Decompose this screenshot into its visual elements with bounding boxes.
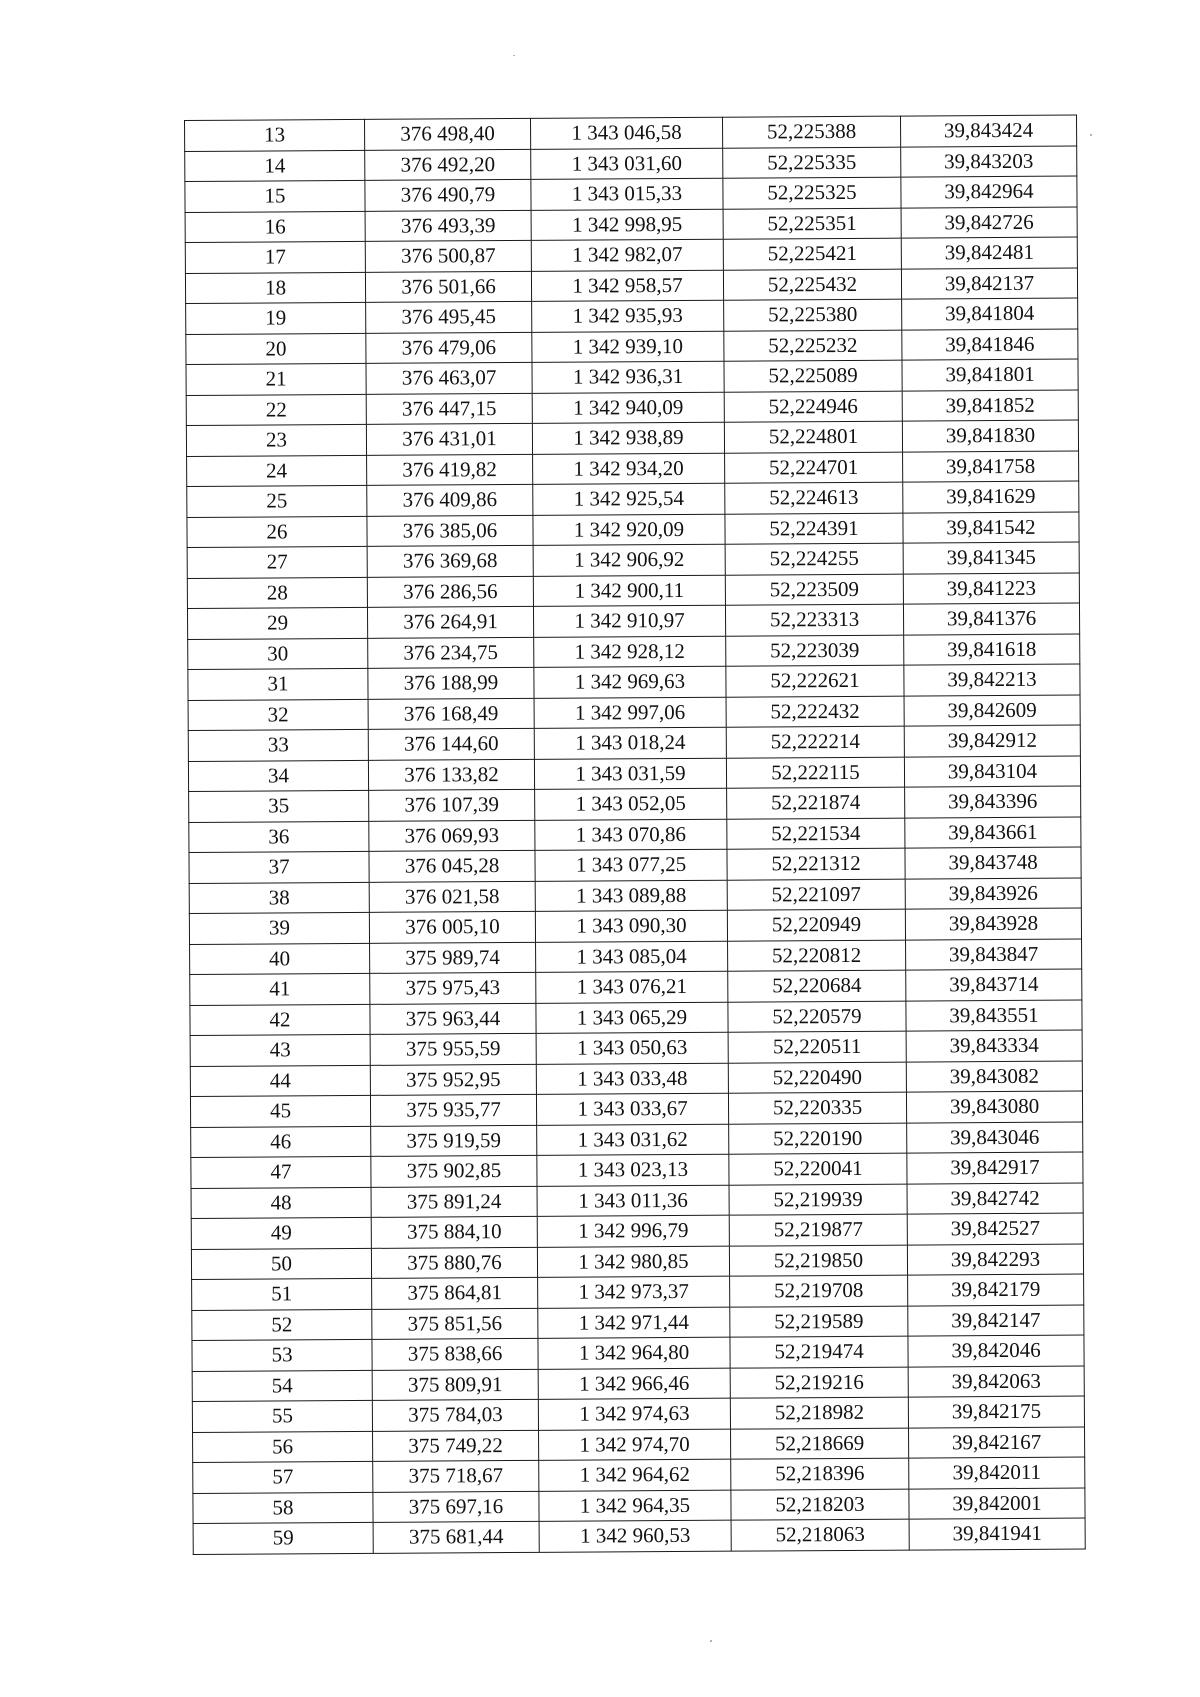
point-number-cell: 48 <box>191 1187 371 1219</box>
latitude-cell: 52,220511 <box>728 1031 906 1063</box>
y-coordinate-cell: 1 343 090,30 <box>535 910 727 942</box>
latitude-cell: 52,219877 <box>729 1214 907 1246</box>
latitude-cell: 52,220949 <box>727 909 905 941</box>
latitude-cell: 52,225432 <box>723 269 901 301</box>
longitude-cell: 39,843080 <box>906 1091 1082 1123</box>
coordinates-table-body <box>185 115 1086 1554</box>
y-coordinate-cell: 1 343 033,67 <box>536 1093 728 1125</box>
latitude-cell: 52,224946 <box>724 391 902 423</box>
longitude-cell: 39,841801 <box>902 359 1078 391</box>
y-coordinate-cell: 1 342 964,62 <box>539 1459 731 1491</box>
longitude-cell: 39,843396 <box>905 786 1081 818</box>
point-number-cell: 57 <box>193 1461 373 1493</box>
point-number-cell: 43 <box>190 1034 370 1066</box>
x-coordinate-cell: 375 784,03 <box>372 1399 538 1431</box>
latitude-cell: 52,219474 <box>730 1336 908 1368</box>
x-coordinate-cell: 376 264,91 <box>367 606 533 638</box>
latitude-cell: 52,225089 <box>724 360 902 392</box>
longitude-cell: 39,841376 <box>903 603 1079 635</box>
y-coordinate-cell: 1 342 964,35 <box>539 1490 731 1522</box>
y-coordinate-cell: 1 343 033,48 <box>536 1063 728 1095</box>
y-coordinate-cell: 1 343 085,04 <box>536 941 728 973</box>
point-number-cell: 49 <box>191 1217 371 1249</box>
latitude-cell: 52,218669 <box>731 1428 909 1460</box>
point-number-cell: 45 <box>190 1095 370 1127</box>
longitude-cell: 39,842167 <box>909 1427 1085 1459</box>
y-coordinate-cell: 1 342 998,95 <box>531 209 723 241</box>
latitude-cell: 52,223509 <box>725 574 903 606</box>
longitude-cell: 39,842213 <box>904 664 1080 696</box>
latitude-cell: 52,225421 <box>723 238 901 270</box>
x-coordinate-cell: 376 144,60 <box>368 728 534 760</box>
x-coordinate-cell: 376 495,45 <box>366 301 532 333</box>
longitude-cell: 39,842175 <box>908 1396 1084 1428</box>
latitude-cell: 52,218982 <box>730 1397 908 1429</box>
x-coordinate-cell: 375 891,24 <box>371 1186 537 1218</box>
point-number-cell: 14 <box>185 150 365 182</box>
y-coordinate-cell: 1 342 960,53 <box>539 1520 731 1552</box>
y-coordinate-cell: 1 342 982,07 <box>531 239 723 271</box>
point-number-cell: 26 <box>187 516 367 548</box>
latitude-cell: 52,221312 <box>727 848 905 880</box>
point-number-cell: 50 <box>191 1248 371 1280</box>
longitude-cell: 39,843334 <box>906 1030 1082 1062</box>
y-coordinate-cell: 1 342 974,70 <box>539 1429 731 1461</box>
longitude-cell: 39,842147 <box>908 1305 1084 1337</box>
point-number-cell: 42 <box>190 1004 370 1036</box>
point-number-cell: 25 <box>187 485 367 517</box>
longitude-cell: 39,842726 <box>901 207 1077 239</box>
longitude-cell: 39,841941 <box>909 1518 1085 1550</box>
longitude-cell: 39,843847 <box>906 939 1082 971</box>
longitude-cell: 39,841542 <box>903 512 1079 544</box>
longitude-cell: 39,842293 <box>907 1244 1083 1276</box>
x-coordinate-cell: 376 385,06 <box>367 515 533 547</box>
x-coordinate-cell: 375 681,44 <box>373 1521 539 1553</box>
longitude-cell: 39,843928 <box>905 908 1081 940</box>
longitude-cell: 39,843046 <box>907 1122 1083 1154</box>
x-coordinate-cell: 375 880,76 <box>371 1247 537 1279</box>
point-number-cell: 51 <box>192 1278 372 1310</box>
longitude-cell: 39,841618 <box>904 634 1080 666</box>
longitude-cell: 39,841846 <box>902 329 1078 361</box>
x-coordinate-cell: 375 975,43 <box>370 972 536 1004</box>
y-coordinate-cell: 1 343 015,33 <box>531 178 723 210</box>
point-number-cell: 35 <box>189 790 369 822</box>
x-coordinate-cell: 376 369,68 <box>367 545 533 577</box>
y-coordinate-cell: 1 342 934,20 <box>533 453 725 485</box>
longitude-cell: 39,843551 <box>906 1000 1082 1032</box>
latitude-cell: 52,219939 <box>729 1184 907 1216</box>
latitude-cell: 52,220190 <box>729 1123 907 1155</box>
x-coordinate-cell: 375 919,59 <box>371 1125 537 1157</box>
point-number-cell: 22 <box>186 394 366 426</box>
x-coordinate-cell: 376 479,06 <box>366 332 532 364</box>
longitude-cell: 39,843104 <box>904 756 1080 788</box>
point-number-cell: 19 <box>186 302 366 334</box>
x-coordinate-cell: 376 493,39 <box>365 210 531 242</box>
x-coordinate-cell: 376 490,79 <box>365 179 531 211</box>
x-coordinate-cell: 376 286,56 <box>367 576 533 608</box>
latitude-cell: 52,224255 <box>725 543 903 575</box>
point-number-cell: 59 <box>193 1522 373 1554</box>
point-number-cell: 41 <box>190 973 370 1005</box>
x-coordinate-cell: 376 498,40 <box>364 118 530 150</box>
latitude-cell: 52,220490 <box>728 1062 906 1094</box>
point-number-cell: 15 <box>185 180 365 212</box>
y-coordinate-cell: 1 342 900,11 <box>533 575 725 607</box>
longitude-cell: 39,843661 <box>905 817 1081 849</box>
y-coordinate-cell: 1 343 052,05 <box>535 788 727 820</box>
x-coordinate-cell: 375 955,59 <box>370 1033 536 1065</box>
latitude-cell: 52,222214 <box>726 726 904 758</box>
longitude-cell: 39,842011 <box>909 1457 1085 1489</box>
y-coordinate-cell: 1 343 089,88 <box>535 880 727 912</box>
latitude-cell: 52,220812 <box>728 940 906 972</box>
x-coordinate-cell: 376 431,01 <box>366 423 532 455</box>
latitude-cell: 52,225335 <box>723 147 901 179</box>
scan-speck <box>710 1640 712 1642</box>
y-coordinate-cell: 1 343 070,86 <box>535 819 727 851</box>
x-coordinate-cell: 376 500,87 <box>365 240 531 272</box>
point-number-cell: 54 <box>192 1370 372 1402</box>
scan-speck <box>1090 134 1092 136</box>
y-coordinate-cell: 1 343 065,29 <box>536 1002 728 1034</box>
x-coordinate-cell: 375 989,74 <box>370 942 536 974</box>
y-coordinate-cell: 1 343 031,60 <box>531 148 723 180</box>
longitude-cell: 39,843203 <box>901 146 1077 178</box>
point-number-cell: 44 <box>190 1065 370 1097</box>
point-number-cell: 58 <box>193 1492 373 1524</box>
latitude-cell: 52,225388 <box>722 116 900 148</box>
point-number-cell: 39 <box>189 912 369 944</box>
latitude-cell: 52,219589 <box>730 1306 908 1338</box>
x-coordinate-cell: 376 409,86 <box>367 484 533 516</box>
y-coordinate-cell: 1 342 958,57 <box>531 270 723 302</box>
scan-speck <box>513 55 515 56</box>
point-number-cell: 55 <box>192 1400 372 1432</box>
x-coordinate-cell: 375 884,10 <box>371 1216 537 1248</box>
point-number-cell: 52 <box>192 1309 372 1341</box>
point-number-cell: 36 <box>189 821 369 853</box>
y-coordinate-cell: 1 342 964,80 <box>538 1337 730 1369</box>
latitude-cell: 52,225380 <box>724 299 902 331</box>
y-coordinate-cell: 1 342 935,93 <box>532 300 724 332</box>
coordinates-table <box>184 115 1086 1555</box>
latitude-cell: 52,219708 <box>730 1275 908 1307</box>
x-coordinate-cell: 376 107,39 <box>369 789 535 821</box>
longitude-cell: 39,841804 <box>902 298 1078 330</box>
longitude-cell: 39,842481 <box>901 237 1077 269</box>
point-number-cell: 27 <box>187 546 367 578</box>
point-number-cell: 28 <box>187 577 367 609</box>
point-number-cell: 21 <box>186 363 366 395</box>
x-coordinate-cell: 375 963,44 <box>370 1003 536 1035</box>
x-coordinate-cell: 376 069,93 <box>369 820 535 852</box>
y-coordinate-cell: 1 343 031,59 <box>534 758 726 790</box>
latitude-cell: 52,219216 <box>730 1367 908 1399</box>
longitude-cell: 39,842917 <box>907 1152 1083 1184</box>
point-number-cell: 37 <box>189 851 369 883</box>
point-number-cell: 23 <box>186 424 366 456</box>
x-coordinate-cell: 376 447,15 <box>366 393 532 425</box>
latitude-cell: 52,222432 <box>726 696 904 728</box>
longitude-cell: 39,841852 <box>902 390 1078 422</box>
y-coordinate-cell: 1 342 980,85 <box>537 1246 729 1278</box>
y-coordinate-cell: 1 343 018,24 <box>534 727 726 759</box>
y-coordinate-cell: 1 343 011,36 <box>537 1185 729 1217</box>
longitude-cell: 39,843748 <box>905 847 1081 879</box>
point-number-cell: 46 <box>191 1126 371 1158</box>
longitude-cell: 39,842964 <box>901 176 1077 208</box>
point-number-cell: 13 <box>185 119 365 151</box>
latitude-cell: 52,218203 <box>731 1489 909 1521</box>
latitude-cell: 52,220041 <box>729 1153 907 1185</box>
point-number-cell: 47 <box>191 1156 371 1188</box>
x-coordinate-cell: 376 419,82 <box>367 454 533 486</box>
x-coordinate-cell: 375 851,56 <box>372 1308 538 1340</box>
longitude-cell: 39,842046 <box>908 1335 1084 1367</box>
y-coordinate-cell: 1 342 906,92 <box>533 544 725 576</box>
y-coordinate-cell: 1 342 920,09 <box>533 514 725 546</box>
x-coordinate-cell: 375 864,81 <box>372 1277 538 1309</box>
y-coordinate-cell: 1 343 077,25 <box>535 849 727 881</box>
latitude-cell: 52,225351 <box>723 208 901 240</box>
x-coordinate-cell: 376 045,28 <box>369 850 535 882</box>
x-coordinate-cell: 376 168,49 <box>368 698 534 730</box>
x-coordinate-cell: 376 133,82 <box>368 759 534 791</box>
y-coordinate-cell: 1 342 925,54 <box>533 483 725 515</box>
y-coordinate-cell: 1 342 973,37 <box>538 1276 730 1308</box>
x-coordinate-cell: 375 697,16 <box>373 1491 539 1523</box>
point-number-cell: 53 <box>192 1339 372 1371</box>
longitude-cell: 39,842527 <box>907 1213 1083 1245</box>
longitude-cell: 39,841830 <box>902 420 1078 452</box>
x-coordinate-cell: 376 005,10 <box>369 911 535 943</box>
longitude-cell: 39,842912 <box>904 725 1080 757</box>
y-coordinate-cell: 1 343 023,13 <box>537 1154 729 1186</box>
latitude-cell: 52,223039 <box>726 635 904 667</box>
latitude-cell: 52,224701 <box>725 452 903 484</box>
latitude-cell: 52,224613 <box>725 482 903 514</box>
y-coordinate-cell: 1 342 974,63 <box>538 1398 730 1430</box>
longitude-cell: 39,842179 <box>908 1274 1084 1306</box>
longitude-cell: 39,842137 <box>901 268 1077 300</box>
point-number-cell: 17 <box>185 241 365 273</box>
longitude-cell: 39,843714 <box>906 969 1082 1001</box>
longitude-cell: 39,841758 <box>903 451 1079 483</box>
latitude-cell: 52,221874 <box>727 787 905 819</box>
latitude-cell: 52,219850 <box>729 1245 907 1277</box>
x-coordinate-cell: 375 952,95 <box>370 1064 536 1096</box>
y-coordinate-cell: 1 342 940,09 <box>532 392 724 424</box>
longitude-cell: 39,842001 <box>909 1488 1085 1520</box>
point-number-cell: 18 <box>185 272 365 304</box>
x-coordinate-cell: 376 501,66 <box>365 271 531 303</box>
y-coordinate-cell: 1 342 969,63 <box>534 666 726 698</box>
longitude-cell: 39,842742 <box>907 1183 1083 1215</box>
x-coordinate-cell: 376 021,58 <box>369 881 535 913</box>
latitude-cell: 52,221097 <box>727 879 905 911</box>
y-coordinate-cell: 1 343 046,58 <box>530 117 722 149</box>
y-coordinate-cell: 1 342 938,89 <box>532 422 724 454</box>
latitude-cell: 52,222115 <box>726 757 904 789</box>
longitude-cell: 39,843926 <box>905 878 1081 910</box>
latitude-cell: 52,220335 <box>728 1092 906 1124</box>
point-number-cell: 31 <box>188 668 368 700</box>
point-number-cell: 56 <box>193 1431 373 1463</box>
y-coordinate-cell: 1 342 996,79 <box>537 1215 729 1247</box>
x-coordinate-cell: 375 749,22 <box>373 1430 539 1462</box>
latitude-cell: 52,223313 <box>725 604 903 636</box>
latitude-cell: 52,218396 <box>731 1458 909 1490</box>
table-row <box>193 1518 1085 1554</box>
latitude-cell: 52,224391 <box>725 513 903 545</box>
x-coordinate-cell: 375 838,66 <box>372 1338 538 1370</box>
longitude-cell: 39,841223 <box>903 573 1079 605</box>
x-coordinate-cell: 376 492,20 <box>365 149 531 181</box>
latitude-cell: 52,225325 <box>723 177 901 209</box>
x-coordinate-cell: 375 902,85 <box>371 1155 537 1187</box>
point-number-cell: 30 <box>188 638 368 670</box>
point-number-cell: 34 <box>188 760 368 792</box>
y-coordinate-cell: 1 342 971,44 <box>538 1307 730 1339</box>
y-coordinate-cell: 1 343 050,63 <box>536 1032 728 1064</box>
x-coordinate-cell: 375 935,77 <box>370 1094 536 1126</box>
y-coordinate-cell: 1 342 939,10 <box>532 331 724 363</box>
y-coordinate-cell: 1 342 928,12 <box>534 636 726 668</box>
latitude-cell: 52,220684 <box>728 970 906 1002</box>
y-coordinate-cell: 1 342 997,06 <box>534 697 726 729</box>
y-coordinate-cell: 1 342 966,46 <box>538 1368 730 1400</box>
longitude-cell: 39,843082 <box>906 1061 1082 1093</box>
y-coordinate-cell: 1 342 936,31 <box>532 361 724 393</box>
point-number-cell: 38 <box>189 882 369 914</box>
latitude-cell: 52,225232 <box>724 330 902 362</box>
y-coordinate-cell: 1 343 031,62 <box>537 1124 729 1156</box>
longitude-cell: 39,843424 <box>900 115 1076 147</box>
latitude-cell: 52,220579 <box>728 1001 906 1033</box>
x-coordinate-cell: 376 463,07 <box>366 362 532 394</box>
x-coordinate-cell: 375 718,67 <box>373 1460 539 1492</box>
x-coordinate-cell: 376 234,75 <box>368 637 534 669</box>
point-number-cell: 40 <box>190 943 370 975</box>
y-coordinate-cell: 1 343 076,21 <box>536 971 728 1003</box>
latitude-cell: 52,218063 <box>731 1519 909 1551</box>
point-number-cell: 29 <box>187 607 367 639</box>
latitude-cell: 52,222621 <box>726 665 904 697</box>
longitude-cell: 39,842063 <box>908 1366 1084 1398</box>
point-number-cell: 20 <box>186 333 366 365</box>
y-coordinate-cell: 1 342 910,97 <box>533 605 725 637</box>
longitude-cell: 39,841345 <box>903 542 1079 574</box>
point-number-cell: 32 <box>188 699 368 731</box>
x-coordinate-cell: 376 188,99 <box>368 667 534 699</box>
longitude-cell: 39,842609 <box>904 695 1080 727</box>
point-number-cell: 24 <box>187 455 367 487</box>
point-number-cell: 33 <box>188 729 368 761</box>
longitude-cell: 39,841629 <box>903 481 1079 513</box>
latitude-cell: 52,224801 <box>724 421 902 453</box>
x-coordinate-cell: 375 809,91 <box>372 1369 538 1401</box>
latitude-cell: 52,221534 <box>727 818 905 850</box>
point-number-cell: 16 <box>185 211 365 243</box>
